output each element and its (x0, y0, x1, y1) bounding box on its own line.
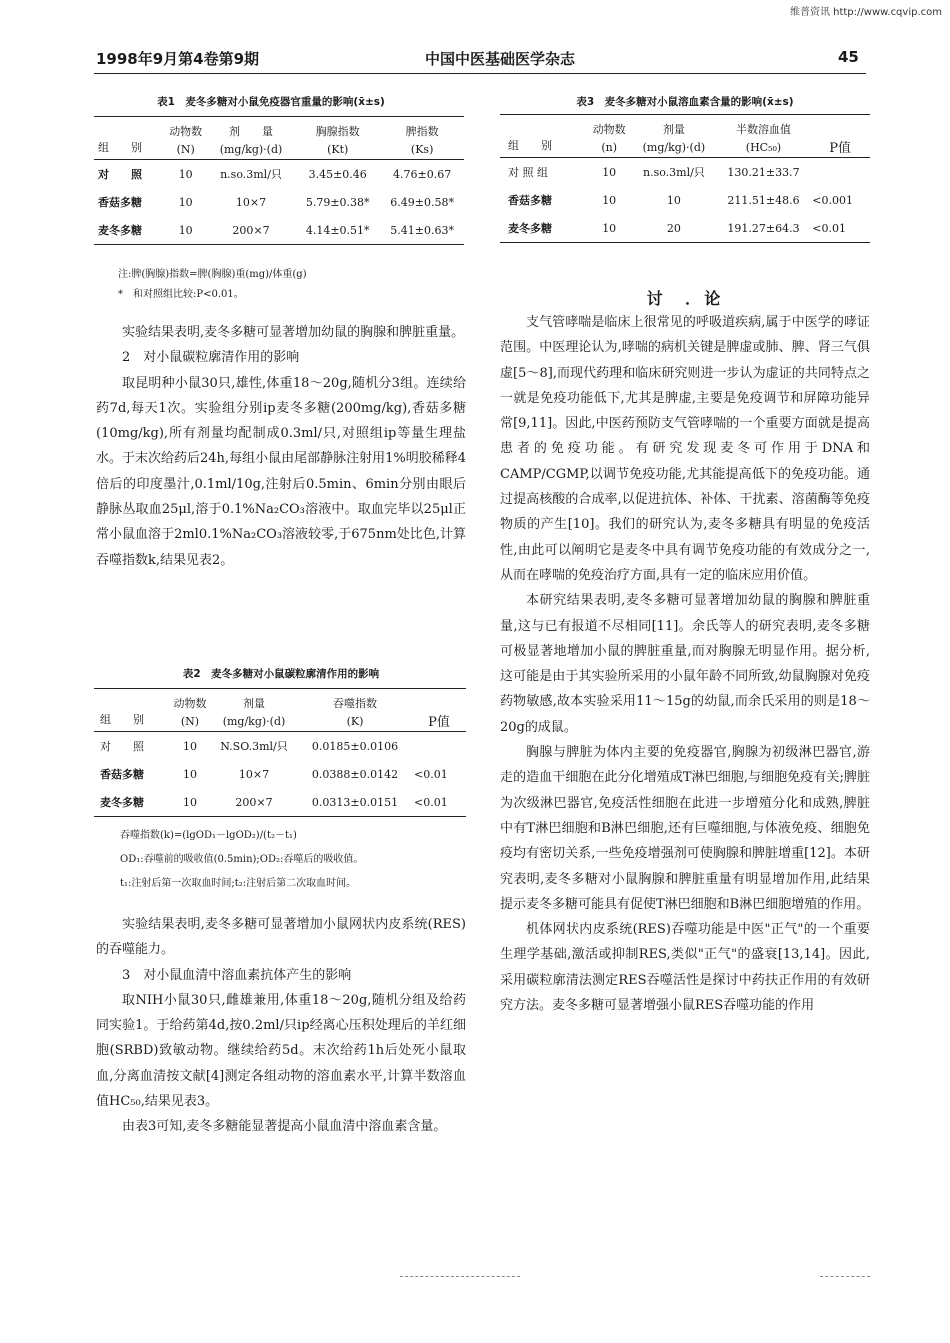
table-cell: <0.001 (812, 193, 854, 207)
table-cell (412, 732, 466, 761)
table-cell: 对 照 (100, 740, 144, 753)
table1-col-header: (mg/kg)·(d) (207, 139, 295, 160)
journal-title: 中国中医基础医学杂志 (424, 50, 575, 68)
table1-col-header (94, 117, 164, 140)
table-cell: 0.0313±0.0151 (298, 788, 412, 817)
table1-note: * 和对照组比较:P<0.01。 (118, 289, 244, 300)
table3-col-header: 动物数 (587, 115, 631, 138)
table-cell: 20 (631, 214, 717, 243)
table-cell: n.so.3ml/只 (642, 166, 705, 179)
table-cell: 3.45±0.46 (308, 167, 367, 181)
table-cell: 200×7 (210, 788, 298, 817)
table2-col-header: P值 (412, 711, 466, 732)
table3-col-header: 剂量 (631, 115, 717, 138)
table-cell: 10×7 (238, 767, 270, 781)
table-cell: 5.79±0.38* (305, 195, 370, 209)
table-cell: 10 (602, 165, 617, 179)
table-cell: 191.27±64.3 (717, 214, 811, 243)
table2-col-header: 吞噬指数 (298, 689, 412, 712)
table2-col-header (412, 689, 466, 712)
table-cell: 200×7 (207, 216, 295, 245)
table1-col-header: 剂 量 (207, 117, 295, 140)
table-cell (810, 158, 870, 187)
table-cell: 香菇多糖 (100, 768, 144, 781)
table1-col-header: 胸腺指数 (295, 117, 380, 140)
table-row (94, 732, 466, 761)
table-row (500, 214, 870, 243)
table1-note: 注:脾(胸腺)指数=脾(胸腺)重(mg)/体重(g) (118, 269, 307, 280)
table2-note: t₁:注射后第一次取血时间;t₂:注射后第二次取血时间。 (120, 878, 357, 889)
table2-note: OD₁:吞噬前的吸收值(0.5min);OD₂:吞噬后的吸收值。 (120, 854, 364, 865)
footer-rule (820, 1276, 870, 1277)
table-cell: 4.14±0.51* (295, 216, 380, 245)
table-cell: <0.01 (810, 214, 870, 243)
table-cell: 10 (602, 193, 617, 207)
paragraph: 取NIH小鼠30只,雌雄兼用,体重18～20g,随机分组及给药同实验1。于给药第4d,按0.2ml/只ip经离心压积处理后的羊红细胞(SRBD)致敏动物。继续给药5d。末次给药1h后处死小鼠取血,分离血清按文献[4]测定各组动物的溶血素水平,计算半数溶血值HC₅₀,结果见表3。 (96, 992, 466, 1110)
table-cell: 5.41±0.63* (380, 216, 464, 245)
table-cell: 10 (178, 167, 193, 181)
paragraph: 机体网状内皮系统(RES)吞噬功能是中医"正气"的一个重要生理学基础,激活或抑制RES,类似"正气"的盛衰[13,14]。因此,采用碳粒廓清法测定RES吞噬活性是探讨中药扶正作用的有效研究方法。麦冬多糖可显著增强小鼠RES吞噬功能的作用 (500, 922, 870, 1014)
page-number: 45 (838, 48, 859, 66)
table-row (500, 186, 870, 214)
table1-caption: 表1 麦冬多糖对小鼠免疫器官重量的影响(x̄±s) (157, 96, 385, 108)
table-cell: 130.21±33.7 (727, 165, 800, 179)
table-cell: <0.01 (412, 788, 466, 817)
table2-col-header: (mg/kg)·(d) (210, 711, 298, 732)
table2-note: 吞噬指数(k)=(lgOD₁－lgOD₂)/(t₂－t₁) (120, 830, 297, 841)
table-cell: 4.76±0.67 (393, 167, 452, 181)
left-column-lower (96, 912, 466, 1140)
table3-col-header: 半数溶血值 (717, 115, 811, 138)
table3-col-header: (HC₅₀) (717, 137, 811, 158)
table2-col-header: 动物数 (170, 689, 210, 712)
table-cell: <0.01 (414, 767, 448, 781)
table2-col-header: (N) (170, 711, 210, 732)
paragraph: 实验结果表明,麦冬多糖可显著增加幼鼠的胸腺和脾脏重量。 (122, 325, 465, 340)
paragraph: 取昆明种小鼠30只,雄性,体重18～20g,随机分3组。连续给药7d,每天1次。实验组分别ip麦冬多糖(200mg/kg),香菇多糖(10mg/kg),所有剂量均配制成0.3ml/只,对照组ip等量生理盐水。于末次给药后24h,每组小鼠由尾部静脉注射用1%明胶稀释4倍后的印度墨汁,0.1ml/10g,注射后0.5min、6min分别由眼后静脉丛取血25μl,溶于0.1%Na₂CO₃溶液中。取血完毕以25μl正常小鼠血溶于2ml0.1%Na₂CO₃溶液较零,于675nm处比色,计算吞噬指数k,结果见表2。 (96, 375, 466, 568)
table-cell: N.SO.3ml/只 (220, 740, 288, 753)
table-cell: 10 (587, 214, 631, 243)
table-row (94, 216, 464, 245)
table1-col-header: (Ks) (380, 139, 464, 160)
table1-col-header: 脾指数 (380, 117, 464, 140)
table3-col-header: 组 别 (500, 137, 587, 158)
paragraph: 由表3可知,麦冬多糖能显著提高小鼠血清中溶血素含量。 (122, 1119, 447, 1135)
table3-caption: 表3 麦冬多糖对小鼠溶血素含量的影响(x̄±s) (576, 96, 794, 108)
table1-col-header: (N) (164, 139, 207, 160)
table-cell: 香菇多糖 (98, 196, 142, 209)
right-column (500, 310, 870, 1018)
table1-col-header: 动物数 (164, 117, 207, 140)
table1-col-header: (Kt) (295, 139, 380, 160)
table2-col-header: 剂量 (210, 689, 298, 712)
table-row (500, 158, 870, 187)
table-cell: 10 (170, 788, 210, 817)
table-cell: 10 (164, 216, 207, 245)
header-rule (94, 73, 866, 74)
watermark: 维普资讯 http://www.cqvip.com (789, 7, 942, 18)
left-column-upper (96, 320, 466, 573)
table-cell: 10 (183, 767, 197, 781)
table3-col-header: (mg/kg)·(d) (631, 137, 717, 158)
table-cell: 10 (183, 739, 197, 753)
table-cell: 10 (666, 193, 681, 207)
table3-col-header: P值 (810, 137, 870, 158)
table2-col-header: 组 别 (94, 711, 170, 732)
table-cell: 10×7 (235, 195, 267, 209)
table-cell: 对 照 组 (508, 166, 548, 179)
paragraph: 支气管哮喘是临床上很常见的呼吸道疾病,属于中医学的哮证范围。中医理论认为,哮喘的病机关键是脾虚或肺、脾、肾三气俱虚[5～8],而现代药理和临床研究则进一步认为虚证的共同特点之一就是免疫功能低下,尤其是脾虚,主要是免疫调节和屏障功能异常[9,11]。因此,中医药预防支气管哮喘的一个重要方面就是提高患者的免疫功能。有研究发现麦冬可作用于DNA和CAMP/CGMP,以调节免疫功能,尤其能提高低下的免疫功能。通过提高核酸的合成率,以促进抗体、补体、干扰素、溶菌酶等免疫物质的产生[10]。我们的研究认为,麦冬多糖具有明显的免疫活性,由此可以阐明它是麦冬中具有调节免疫功能的有效成分之一,从而在哮喘的免疫治疗方面,具有一定的临床应用价值。 (500, 315, 870, 583)
paragraph: 实验结果表明,麦冬多糖可显著增加小鼠网状内皮系统(RES)的吞噬能力。 (96, 917, 466, 958)
table-row (94, 160, 464, 189)
table2 (94, 688, 466, 817)
table-cell: 211.51±48.6 (727, 193, 800, 207)
table-cell: 0.0185±0.0106 (311, 739, 399, 753)
table3-col-header (810, 115, 870, 138)
table-cell: 香菇多糖 (508, 194, 552, 207)
table1 (94, 116, 464, 245)
table-cell: 6.49±0.58* (390, 195, 454, 209)
table2-caption: 表2 麦冬多糖对小鼠碳粒廓清作用的影响 (182, 668, 380, 680)
table-cell: 麦冬多糖 (500, 214, 587, 243)
paragraph: 胸腺与脾脏为体内主要的免疫器官,胸腺为初级淋巴器官,游走的造血干细胞在此分化增殖成T淋巴细胞,与细胞免疫有关;脾脏为次级淋巴器官,免疫活性细胞在此进一步增殖分化和成熟,脾脏中有T淋巴细胞和B淋巴细胞,还有巨噬细胞,与体液免疫、细胞免疫均有密切关系,一些免疫增强剂可使胸腺和脾脏增重[12]。本研究表明,麦冬多糖对小鼠胸腺和脾脏重量有明显增加作用,此结果提示麦冬多糖可能具有促使T淋巴细胞和B淋巴细胞增殖的作用。 (500, 745, 870, 912)
table-row (94, 760, 466, 788)
discussion-heading: 讨 ．论 (646, 289, 724, 308)
journal-issue: 1998年9月第4卷第9期 (96, 50, 260, 68)
paragraph: 本研究结果表明,麦冬多糖可显著增加幼鼠的胸腺和脾脏重量,这与已有报道不尽相同[11]。余氏等人的研究表明,麦冬多糖可极显著地增加小鼠的脾脏重量,而对胸腺无明显作用。据分析,这可能是由于其实验所采用的小鼠年龄不同所致,幼鼠胸腺对免疫药物敏感,故本实验采用11～15g的幼鼠,而余氏采用的则是18～20g的成鼠。 (500, 593, 870, 735)
table-row (94, 188, 464, 216)
section-heading: 2 对小鼠碳粒廓清作用的影响 (122, 350, 300, 366)
table3-col-header (500, 115, 587, 138)
table2-col-header (94, 689, 170, 712)
table-cell: n.so.3ml/只 (220, 168, 282, 181)
table3-col-header: (n) (587, 137, 631, 158)
footer-rule (400, 1276, 520, 1277)
table-cell: 麦冬多糖 (94, 216, 164, 245)
table1-col-header: 组 别 (94, 139, 164, 160)
table-cell: 0.0388±0.0142 (311, 767, 399, 781)
table-cell: 对 照 (98, 168, 142, 181)
section-heading: 3 对小鼠血清中溶血素抗体产生的影响 (122, 967, 352, 983)
table-cell: 麦冬多糖 (94, 788, 170, 817)
table-row (94, 788, 466, 817)
table3 (500, 114, 870, 243)
table2-col-header: (K) (298, 711, 412, 732)
table-cell: 10 (178, 195, 193, 209)
